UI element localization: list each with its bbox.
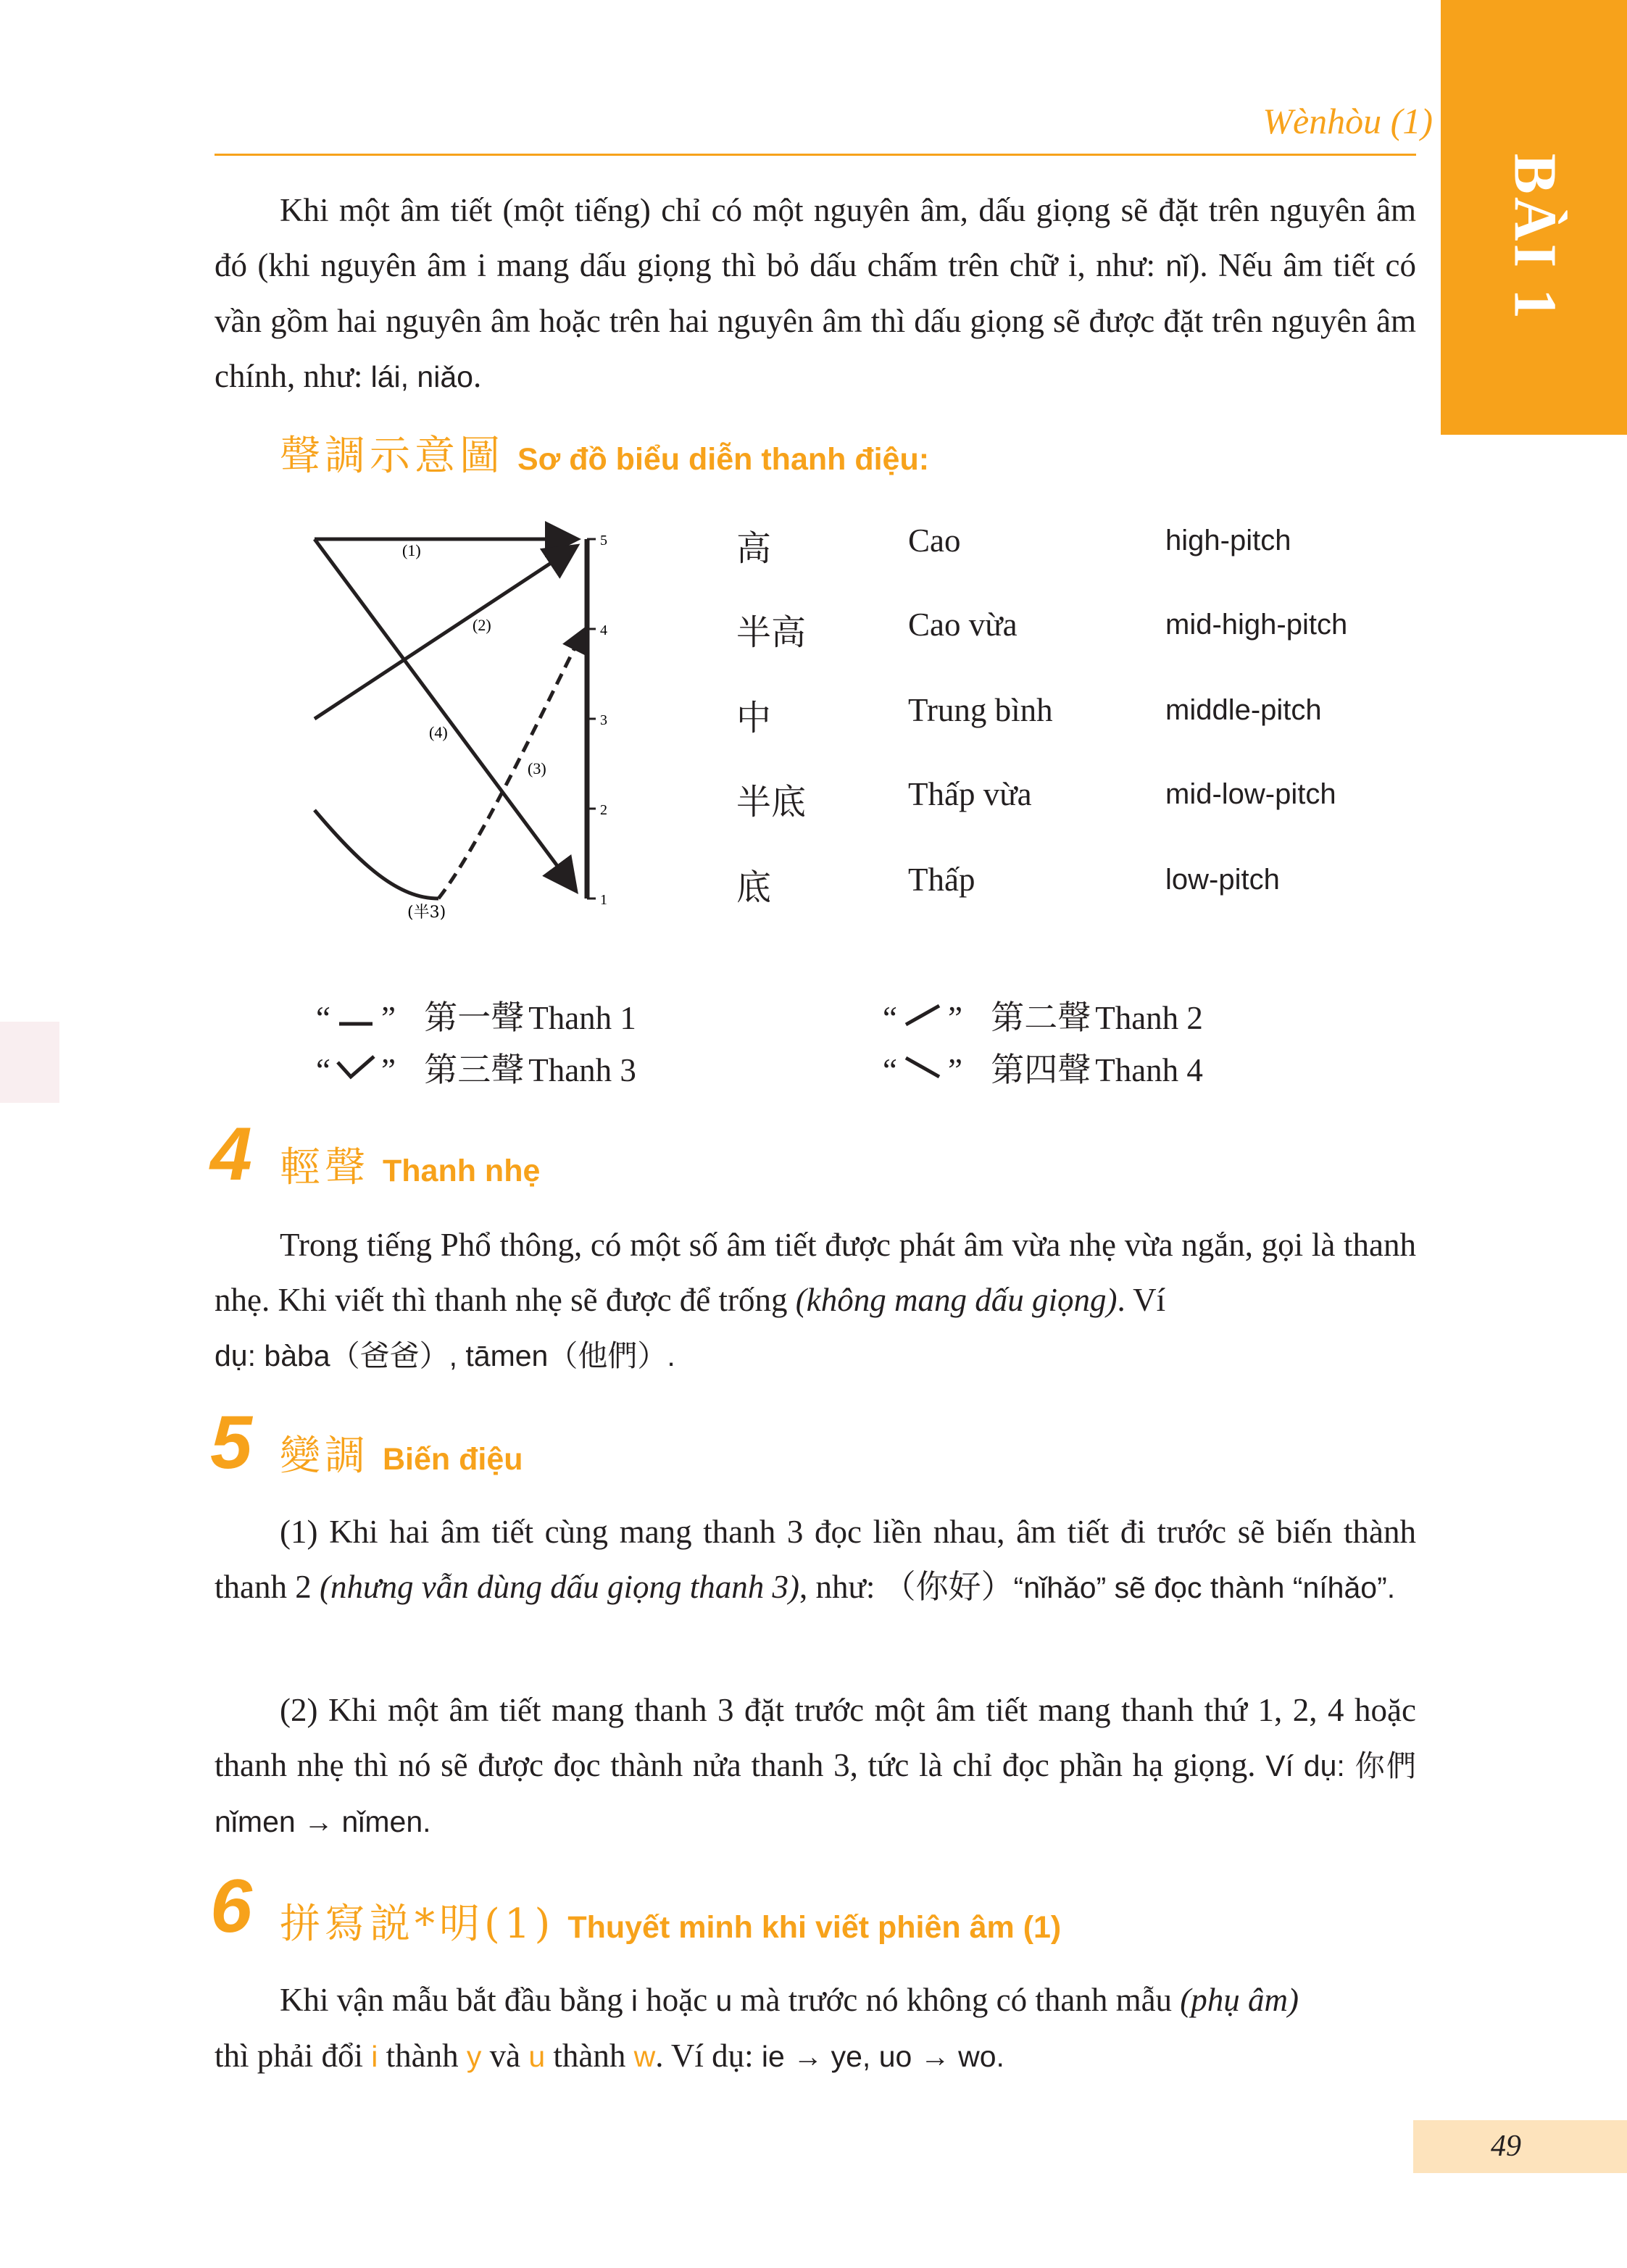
diagram-title: 聲調示意圖 Sơ đồ biểu diễn thanh điệu: — [280, 433, 930, 480]
pitch-cn-mid-high: 半高 — [736, 612, 807, 653]
flat-mark-icon — [330, 1000, 381, 1029]
scale-label-3: 3 — [600, 712, 607, 728]
tone-mark-1: “ ” 第一聲 Thanh 1 — [316, 998, 636, 1037]
section-5-paragraph-1: (1) Khi hai âm tiết cùng mang thanh 3 đọc liền nhau, âm tiết đi trước sẽ biến thành thanh 2 (nhưng vẫn dùng dấu giọng thanh 3), như: （你好）“nǐhǎo” sẽ đọc thành “níhǎo”. — [215, 1514, 1416, 1605]
pitch-cn-middle: 中 — [736, 698, 772, 738]
pitch-vi-low: Thấp — [908, 862, 975, 898]
section-4-paragraph: Trong tiếng Phổ thông, có một số âm tiết được phát âm vừa nhẹ vừa ngắn, gọi là thanh nhẹ. Khi viết thì thanh nhẹ sẽ được để trống (không mang dấu giọng). Ví dụ: bàba（爸爸）, tāmen（他們）. — [215, 1227, 1416, 1372]
pitch-en-mid-high: mid-high-pitch — [1165, 609, 1348, 641]
pitch-en-mid-low: mid-low-pitch — [1165, 778, 1336, 810]
section-5-title: 變調 Biến điệu — [280, 1433, 523, 1480]
curve-label-4: (4) — [429, 723, 448, 741]
intro-paragraph: Khi một âm tiết (một tiếng) chỉ có một nguyên âm, dấu giọng sẽ đặt trên nguyên âm đó (khi nguyên âm i mang dấu giọng thì bỏ dấu chấm trên chữ i, như: nǐ). Nếu âm tiết có vần gồm hai nguyên âm hoặc trên hai nguyên âm thì dấu giọng sẽ được đặt trên nguyên âm chính, như: lái, niǎo. — [215, 192, 1416, 394]
example-lai-niao: lái, niǎo — [370, 360, 473, 393]
pitch-vi-middle: Trung bình — [908, 692, 1053, 728]
curve-label-half3: (半3) — [407, 904, 446, 922]
scale-label-5: 5 — [600, 533, 607, 549]
page-number: 49 — [1491, 2130, 1521, 2163]
tone-mark-4: “ ” 第四聲 Thanh 4 — [883, 1050, 1203, 1089]
header-title: Wènhòu (1) — [1262, 101, 1433, 141]
curve-label-2: (2) — [473, 616, 491, 634]
section-4-title: 輕聲 Thanh nhẹ — [280, 1144, 541, 1191]
curve-label-3: (3) — [528, 759, 546, 777]
scale-label-4: 4 — [600, 622, 607, 638]
example-ni: nǐ — [1165, 249, 1189, 283]
tone-diagram — [290, 507, 638, 942]
section-5-number: 5 — [210, 1401, 252, 1485]
section-6-number: 6 — [210, 1864, 252, 1948]
page-number-box — [1413, 2120, 1627, 2173]
scale-label-1: 1 — [600, 892, 607, 908]
pitch-vi-mid-low: Thấp vừa — [908, 776, 1032, 812]
tone-mark-2: “ ” 第二聲 Thanh 2 — [883, 998, 1203, 1037]
lesson-tab-label: BÀI 1 — [1501, 153, 1569, 322]
pitch-en-low: low-pitch — [1165, 864, 1280, 896]
tone4-line — [315, 539, 574, 888]
dip-mark-icon — [330, 1052, 381, 1081]
pitch-en-high: high-pitch — [1165, 525, 1291, 556]
pitch-en-middle: middle-pitch — [1165, 694, 1322, 726]
pitch-cn-high: 高 — [736, 528, 772, 569]
section-6-title: 拼寫説*明(1) Thuyết minh khi viết phiên âm (1) — [280, 1901, 1062, 1948]
falling-mark-icon — [897, 1052, 948, 1081]
tone2-line — [315, 548, 574, 719]
section-5-paragraph-2: (2) Khi một âm tiết mang thanh 3 đặt trước một âm tiết mang thanh thứ 1, 2, 4 hoặc thanh nhẹ thì nó sẽ được đọc thành nửa thanh 3, tức là chỉ đọc phần hạ giọng. Ví dụ: 你們 nǐmen → nǐmen. — [215, 1692, 1416, 1838]
side-marker — [0, 1022, 59, 1103]
pitch-vi-mid-high: Cao vừa — [908, 606, 1018, 643]
section-6-paragraph: Khi vận mẫu bắt đầu bằng i hoặc u mà trước nó không có thanh mẫu (phụ âm) thì phải đổi i thành y và u thành w. Ví dụ: ie → ye, uo → wo. — [215, 1982, 1299, 2074]
tone3-dashed-curve — [438, 632, 583, 899]
scale-label-2: 2 — [600, 802, 607, 818]
pitch-vi-high: Cao — [908, 522, 961, 559]
tone-mark-3: “ ” 第三聲 Thanh 3 — [316, 1050, 636, 1089]
tone3-curve — [315, 810, 438, 899]
lesson-tab — [1441, 0, 1627, 435]
section-4-number: 4 — [210, 1112, 252, 1196]
pitch-cn-low: 底 — [736, 867, 772, 908]
header-rule — [215, 154, 1416, 156]
rising-mark-icon — [897, 1000, 948, 1029]
curve-label-1: (1) — [402, 541, 421, 559]
pitch-cn-mid-low: 半底 — [736, 782, 807, 822]
